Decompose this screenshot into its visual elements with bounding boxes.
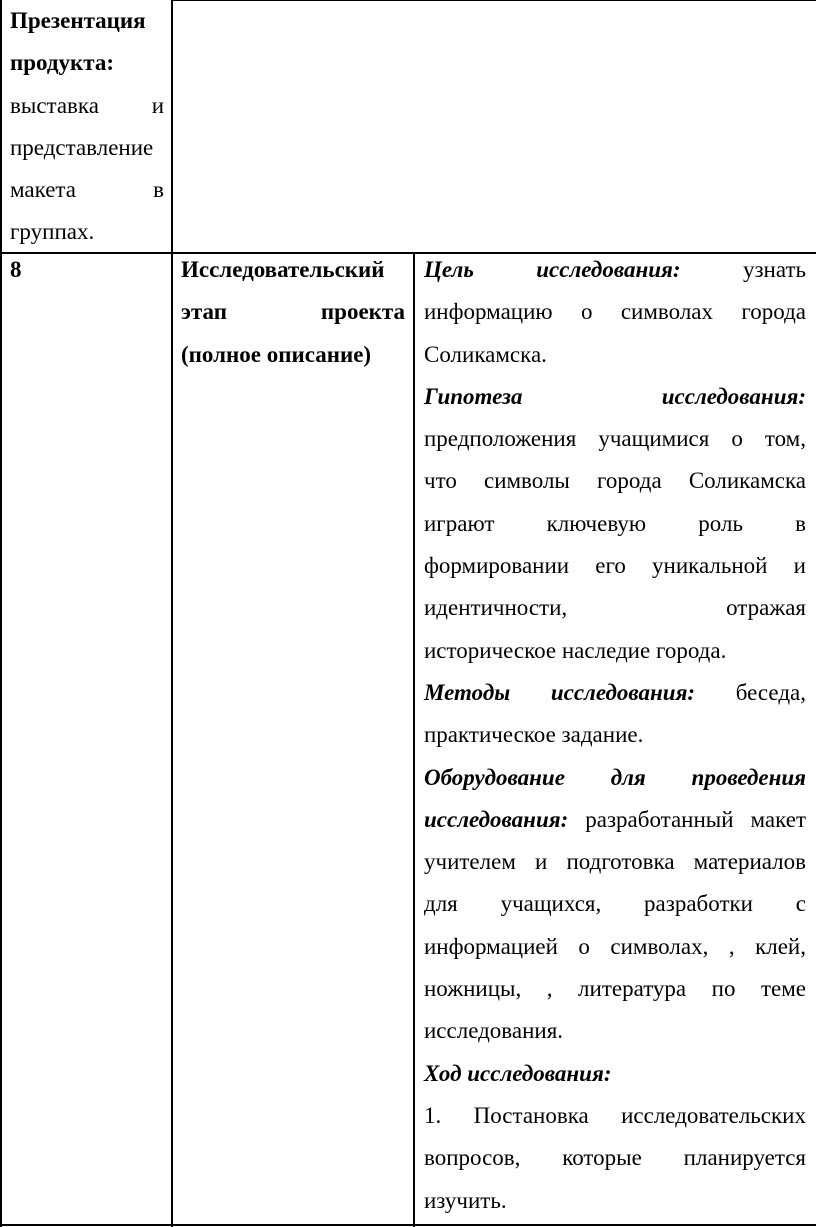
course-paragraph bbox=[424, 1053, 806, 1222]
hypothesis-line-3: что символы города Соликамска bbox=[424, 468, 806, 494]
column-divider-1-top bbox=[171, 0, 173, 253]
product-presentation-line-6: группах. bbox=[10, 219, 95, 245]
methods-label: Методы исследования: bbox=[424, 679, 696, 705]
hypothesis-line-5: формировании его уникальной и bbox=[424, 553, 806, 579]
equipment-line-2-rest: разработанный макет bbox=[585, 806, 806, 832]
column-divider-1 bbox=[171, 252, 173, 1227]
product-presentation-line-3: выставка и bbox=[10, 92, 164, 118]
product-presentation-line-4: представление bbox=[10, 134, 154, 160]
hypothesis-paragraph bbox=[424, 376, 806, 672]
equipment-paragraph bbox=[424, 757, 806, 1053]
stage-line-3: (полное описание) bbox=[181, 341, 372, 367]
methods-line-2: практическое задание. bbox=[424, 722, 644, 748]
equipment-line-6: ножницы, , литература по теме bbox=[424, 976, 806, 1002]
goal-line-1-rest: узнать bbox=[742, 257, 806, 282]
column-divider-2 bbox=[413, 252, 415, 1227]
step-1-line-2: вопросов, которые планируется bbox=[424, 1145, 806, 1171]
equipment-label-line-2: исследования: bbox=[424, 806, 569, 832]
methods-line-1-rest: беседа, bbox=[735, 679, 806, 705]
table-left-border bbox=[0, 0, 2, 1227]
hypothesis-line-4: играют ключевую роль в bbox=[424, 510, 806, 536]
equipment-line-3: учителем и подготовка материалов bbox=[424, 849, 806, 875]
course-label: Ход исследования: bbox=[424, 1060, 612, 1086]
equipment-line-7: исследования. bbox=[424, 1018, 564, 1044]
hypothesis-line-2: предположения учащимися о том, bbox=[424, 426, 806, 452]
step-1-line-1: 1. Постановка исследовательских bbox=[424, 1102, 806, 1128]
goal-label: Цель исследования: bbox=[424, 257, 681, 282]
table-top-border bbox=[172, 0, 816, 1]
step-1-line-3: изучить. bbox=[424, 1187, 507, 1213]
product-presentation-line-5: макета в bbox=[10, 177, 164, 203]
equipment-line-2 bbox=[424, 799, 806, 841]
methods-paragraph bbox=[424, 672, 806, 757]
description-cell bbox=[424, 249, 806, 1222]
row-number: 8 bbox=[10, 257, 22, 282]
equipment-label-line-1: Оборудование для проведения bbox=[424, 764, 806, 790]
equipment-line-4: для учащихся, разработки с bbox=[424, 891, 806, 917]
product-presentation-heading-2: продукта: bbox=[10, 50, 115, 76]
product-presentation-cell bbox=[10, 0, 164, 254]
equipment-line-5: информацией о символах, , клей, bbox=[424, 933, 806, 959]
goal-paragraph bbox=[424, 249, 806, 376]
goal-line-2: информацию о символах города bbox=[424, 299, 806, 325]
hypothesis-line-7: историческое наследие города. bbox=[424, 637, 727, 663]
goal-line-1 bbox=[424, 249, 806, 291]
methods-line-1 bbox=[424, 672, 806, 714]
stage-line-2: этап проекта bbox=[181, 299, 405, 325]
hypothesis-label: Гипотеза исследования: bbox=[424, 383, 806, 409]
stage-line-1: Исследовательский bbox=[181, 257, 385, 282]
row-number-cell bbox=[10, 249, 160, 291]
product-presentation-heading-1: Презентация bbox=[10, 8, 146, 33]
stage-cell bbox=[181, 249, 405, 376]
goal-line-3: Соликамска. bbox=[424, 341, 547, 367]
table-bottom-border bbox=[0, 1224, 816, 1226]
hypothesis-line-6: идентичности, отражая bbox=[424, 595, 806, 621]
